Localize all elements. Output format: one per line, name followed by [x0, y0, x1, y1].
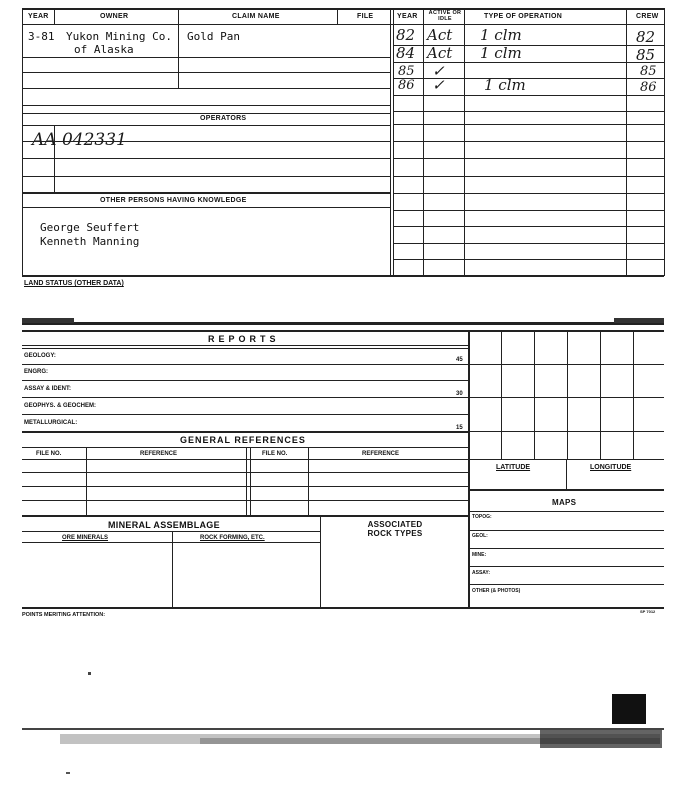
owner-name-line1: Yukon Mining Co.: [66, 30, 172, 43]
ops-year-1: 82: [396, 26, 416, 44]
ops-status-2: Act: [427, 44, 453, 62]
general-references-header: GENERAL REFERENCES: [180, 435, 306, 445]
ops-year-2: 84: [396, 44, 416, 62]
ops-year-3: 85: [398, 64, 415, 79]
owner-header: OWNER: [100, 13, 129, 20]
year-header: YEAR: [28, 13, 49, 20]
operators-entry: AA 042331: [32, 130, 127, 150]
maps-topog: TOPOG:: [472, 514, 492, 520]
crew-header: CREW: [636, 13, 659, 20]
ref-col-file-no-1: FILE NO.: [36, 451, 62, 457]
ref-col-reference-1: REFERENCE: [140, 451, 178, 457]
reports-header: REPORTS: [208, 334, 280, 344]
rock-forming-header: ROCK FORMING, ETC.: [200, 535, 265, 541]
ops-operation-1: 1 clm: [480, 26, 522, 44]
owner-name-line2: of Alaska: [74, 43, 134, 56]
maps-other: OTHER (& PHOTOS): [472, 588, 521, 594]
other-persons-header: OTHER PERSONS HAVING KNOWLEDGE: [100, 197, 247, 204]
maps-assay: ASSAY:: [472, 570, 491, 576]
ref-col-reference-2: REFERENCE: [362, 451, 400, 457]
report-geology: GEOLOGY:: [24, 353, 56, 359]
report-assay: ASSAY & IDENT:: [24, 386, 72, 392]
file-header: FILE: [357, 13, 374, 20]
ops-operation-2: 1 clm: [480, 44, 522, 62]
ref-col-file-no-2: FILE NO.: [262, 451, 288, 457]
ops-crew-1: 82: [636, 28, 656, 46]
ops-year-4: 86: [398, 78, 415, 93]
maps-geol: GEOL:: [472, 533, 488, 539]
associated-rock-types-header: ASSOCIATED ROCK TYPES: [367, 520, 423, 538]
ops-crew-4: 86: [640, 80, 657, 95]
maps-header: MAPS: [552, 498, 577, 507]
latitude-label: LATITUDE: [496, 464, 531, 471]
mineral-assemblage-header: MINERAL ASSEMBLAGE: [108, 520, 220, 530]
report-metallurgical: METALLURGICAL:: [24, 420, 78, 426]
ops-crew-3: 85: [640, 64, 657, 79]
report-engrg: ENGRG:: [24, 369, 48, 375]
year-right-header: YEAR: [397, 13, 418, 20]
land-status-label: LAND STATUS (OTHER DATA): [24, 280, 124, 287]
longitude-label: LONGITUDE: [590, 464, 632, 471]
points-meriting-label: POINTS MERITING ATTENTION:: [22, 612, 106, 618]
other-person-1: George Seuffert: [40, 221, 140, 234]
operators-header: OPERATORS: [200, 115, 247, 122]
ops-status-4: ✓: [432, 76, 445, 94]
ops-operation-4: 1 clm: [484, 76, 526, 94]
ops-status-1: Act: [427, 26, 453, 44]
ore-minerals-header: ORE MINERALS: [62, 535, 109, 541]
other-person-2: Kenneth Manning: [40, 235, 140, 248]
maps-mine: MINE:: [472, 552, 487, 558]
claim-year: 3-81: [28, 30, 55, 43]
report-assay-num: 30: [456, 391, 463, 397]
active-idle-header: ACTIVE OR IDLE: [428, 10, 462, 22]
report-geophys: GEOPHYS. & GEOCHEM:: [24, 403, 97, 409]
report-metallurgical-num: 15: [456, 425, 463, 431]
type-of-operation-header: TYPE OF OPERATION: [484, 13, 563, 20]
ops-crew-2: 85: [636, 46, 656, 64]
ops-status-3: ✓: [432, 62, 445, 80]
form-number: SP 7012: [640, 609, 656, 614]
claim-name: Gold Pan: [187, 30, 240, 43]
report-geology-num: 45: [456, 357, 463, 363]
claim-name-header: CLAIM NAME: [232, 13, 280, 20]
